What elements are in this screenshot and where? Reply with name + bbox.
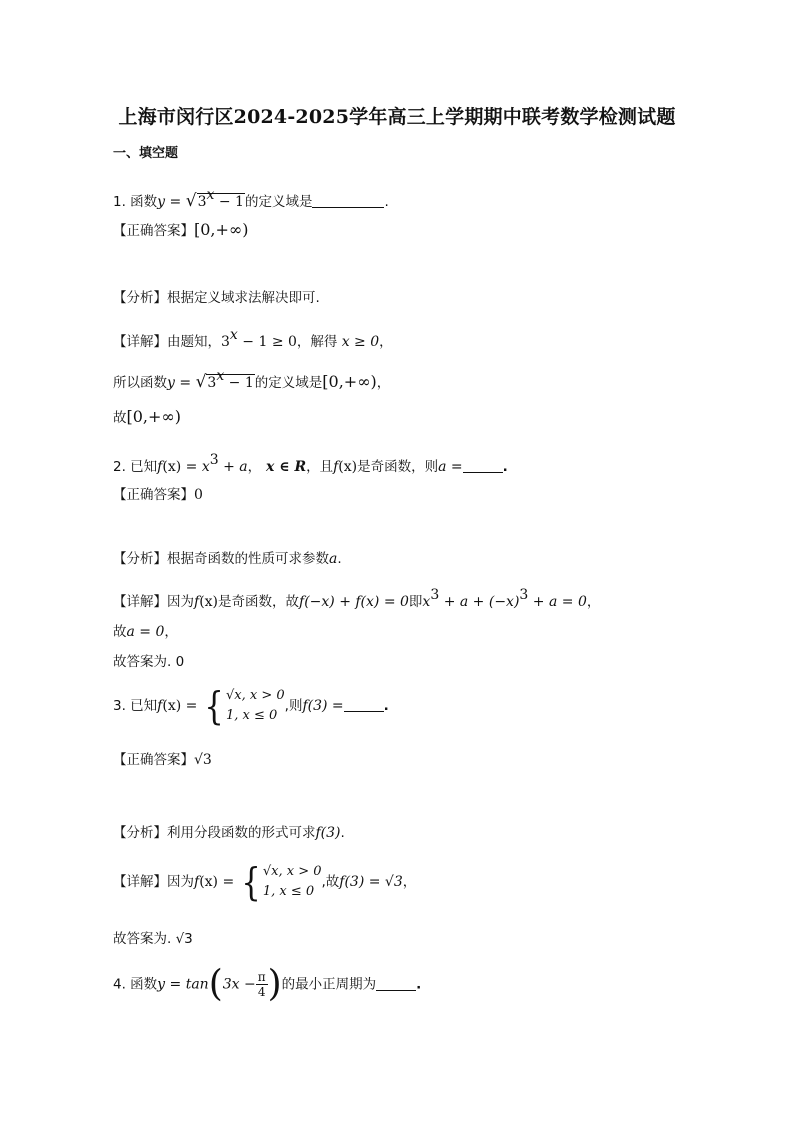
q1-detail-3: 故[0,+∞) — [113, 407, 181, 426]
q2-detail-3: 故答案为. 0 — [113, 654, 185, 670]
q2-answer: 0 — [194, 487, 203, 503]
q2-analysis: 【分析】根据奇函数的性质可求参数a. — [113, 551, 342, 567]
q3-detail-1: 【详解】因为f(x) = { √x, x > 0 1, x ≤ 0 ,故f(3) = √3， — [113, 860, 417, 904]
answer-tag: 【正确答案】 — [113, 223, 194, 239]
question-4: 4. 函数y = tan(3x − $\frac{\pi}{4}$ )的最小正周期为 . — [113, 963, 422, 1005]
q1-detail-2: 所以函数$y = √3^x - 1$的定义域是[0,+∞)， — [113, 368, 391, 392]
q1-y: y — [157, 194, 166, 210]
q3-detail-2: 故答案为. √3 — [113, 931, 193, 947]
q2-detail-1: 【详解】因为f(x)是奇函数，故f(−x) + f(x) = 0即$x^3 + a + (-x)^3 + a = 0$， — [113, 587, 601, 610]
q4-answer-blank — [376, 976, 416, 991]
q3-analysis: 【分析】利用分段函数的形式可求f(3). — [113, 825, 345, 841]
q3-answer-blank — [344, 697, 384, 712]
q3-case-1: √x, x > 0 — [226, 688, 285, 703]
q1-detail-1: 【详解】由题知，$3^x - 1 \ge 0$，解得 x ≥ 0， — [113, 327, 393, 350]
q2-detail-2: 故a = 0， — [113, 624, 178, 640]
page-title: 上海市闵行区2024-2025学年高三上学期期中联考数学检测试题 — [118, 106, 676, 128]
q1-answer-line — [113, 220, 248, 241]
question-1: 1. 函数$y = √3^x - 1$的定义域是 . — [113, 187, 389, 211]
q3-answer-line: 【正确答案】√3 — [113, 752, 212, 768]
q3-answer: √3 — [194, 752, 212, 768]
q1-answer: [0,+∞) — [194, 220, 249, 239]
q1-answer-blank — [312, 193, 384, 208]
q1-number: 1. 函数 — [113, 194, 158, 210]
q2-answer-blank — [463, 458, 503, 473]
question-2: 2. 已知$f(x) = x^3 + a$， x ∈ R，且f(x)是奇函数，则a = . — [113, 452, 508, 475]
q2-answer-line: 【正确答案】0 — [113, 487, 203, 503]
question-3: 3. 已知f(x) = { √x, x > 0 1, x ≤ 0 ,则f(3) = . — [113, 684, 389, 728]
q3-case-2: 1, x ≤ 0 — [226, 708, 278, 723]
q1-sqrt: $√3^x - 1$ — [185, 187, 244, 211]
q1-analysis: 【分析】根据定义域求法解决即可. — [113, 290, 320, 306]
section-heading: 一、填空题 — [113, 146, 179, 161]
